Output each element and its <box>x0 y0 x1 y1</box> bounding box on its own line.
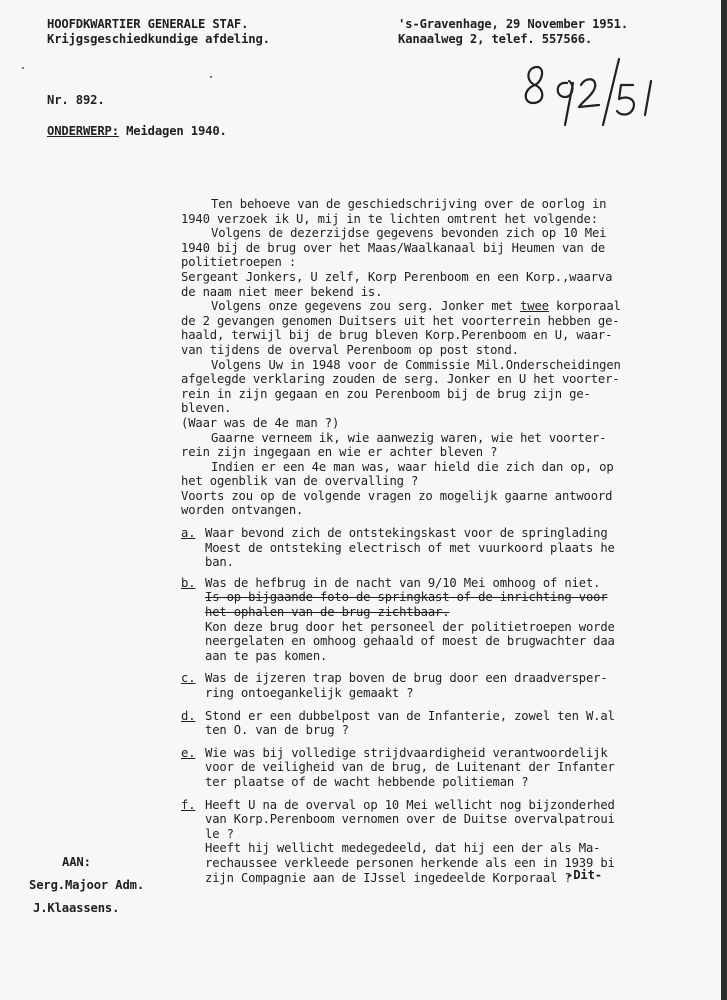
question-line: Was de ijzeren trap boven de brug door een draadversper- <box>205 671 608 686</box>
body-line: van tijdens de overval Perenboom op post stond. <box>181 342 519 357</box>
question-line: Stond er een dubbelpost van de Infanterie, zowel ten W.al <box>205 708 615 723</box>
body-line: afgelegde verklaring zouden de serg. Jonker en U het voorter- <box>181 372 620 387</box>
body-line: Volgens de dezerzijdse gegevens bevonden zich op 10 Mei <box>211 226 607 241</box>
letterhead-left <box>47 17 270 46</box>
body-line <box>181 299 701 314</box>
body-text: korporaal <box>548 299 621 314</box>
question-line: zijn Compagnie aan de IJssel ingedeelde Korporaal ? <box>205 870 572 885</box>
letterhead-organization: HOOFDKWARTIER GENERALE STAF. <box>47 17 249 31</box>
body-line: Ten behoeve van de geschiedschrijving over de oorlog in <box>211 197 607 211</box>
question-line: Waar bevond zich de ontstekingskast voor de springlading <box>205 526 608 541</box>
question-a <box>181 526 701 570</box>
question-marker: d. <box>181 708 196 723</box>
question-line: ten O. van de brug ? <box>205 723 349 738</box>
subject-label: ONDERWERP: <box>47 124 119 138</box>
question-b <box>181 576 701 664</box>
document-number: Nr. 892. <box>47 93 105 107</box>
body-line: de 2 gevangen genomen Duitsers uit het voorterrein hebben ge- <box>181 313 620 328</box>
question-line: voor de veiligheid van de brug, de Luitenant der Infanter <box>205 760 615 775</box>
body-line: worden ontvangen. <box>181 503 304 518</box>
body-line: Indien er een 4e man was, waar hield die zich dan op, op <box>211 459 614 474</box>
question-line: le ? <box>205 826 234 841</box>
question-line: ter plaatse of de wacht hebbende politieman ? <box>205 774 529 789</box>
question-line: ban. <box>205 555 234 570</box>
body-line: politietroepen : <box>181 255 296 270</box>
addressee-rank: Serg.Majoor Adm. <box>29 878 144 892</box>
letter-body <box>181 197 701 885</box>
question-f <box>181 798 701 886</box>
question-line: van Korp.Perenboom vernomen over de Duitse overvalpatroui <box>205 812 615 827</box>
handwritten-reference-number <box>515 55 665 130</box>
underlined-word: twee <box>520 299 549 314</box>
body-line: 1940 bij de brug over het Maas/Waalkanaal bij Heumen van de <box>181 240 606 255</box>
continuation-marker: -Dit- <box>566 868 602 882</box>
paper-speck <box>22 67 24 69</box>
body-line: het ogenblik van de overvalling ? <box>181 474 419 489</box>
question-line: neergelaten en omhoog gehaald of moest de brugwachter daa <box>205 634 615 649</box>
question-line: Heeft U na de overval op 10 Mei wellicht nog bijzonderhed <box>205 797 615 812</box>
body-line: bleven. <box>181 401 232 416</box>
question-marker: c. <box>181 671 196 686</box>
question-line: rechaussee verkleede personen herkende als een in 1939 bi <box>205 855 615 870</box>
subject-line <box>47 124 227 139</box>
question-c <box>181 671 701 700</box>
body-line: (Waar was de 4e man ?) <box>181 415 340 430</box>
question-e <box>181 746 701 790</box>
body-text: Volgens onze gegevens zou serg. Jonker met <box>211 299 521 314</box>
paper-speck <box>210 76 212 78</box>
body-line: rein in zijn gegaan en zou Perenboom bij de brug zijn ge- <box>181 386 591 401</box>
body-line: Volgens Uw in 1948 voor de Commissie Mil.Onderscheidingen <box>211 357 621 372</box>
addressee-name: J.Klaassens. <box>33 901 120 915</box>
body-line: Sergeant Jonkers, U zelf, Korp Perenboom en een Korp.,waarva <box>181 269 613 284</box>
place-date: 's-Gravenhage, 29 November 1951. <box>398 17 628 31</box>
question-line: ring ontoegankelijk gemaakt ? <box>205 686 414 700</box>
body-line: Voorts zou op de volgende vragen zo mogelijk gaarne antwoord <box>181 488 613 503</box>
question-marker: a. <box>181 526 196 541</box>
question-line: Kon deze brug door het personeel der politietroepen worde <box>205 619 615 634</box>
letterhead-department: Krijgsgeschiedkundige afdeling. <box>47 31 270 46</box>
address-phone: Kanaalweg 2, telef. 557566. <box>398 31 593 46</box>
question-line: Heeft hij wellicht medegedeeld, dat hij een der als Ma- <box>205 841 601 856</box>
letterhead-right <box>398 17 628 46</box>
question-line: Was de hefbrug in de nacht van 9/10 Mei omhoog of niet. <box>205 575 601 590</box>
question-marker: f. <box>181 797 196 812</box>
struck-line: Is op bijgaande foto de springkast of de inrichting voor <box>205 590 608 605</box>
struck-line: het ophalen van de brug zichtbaar. <box>205 605 450 620</box>
body-line: haald, terwijl bij de brug bleven Korp.Perenboom en U, waar- <box>181 328 613 343</box>
question-line: Moest de ontsteking electrisch of met vuurkoord plaats he <box>205 540 615 555</box>
body-line: de naam niet meer bekend is. <box>181 284 383 299</box>
body-line: Gaarne verneem ik, wie aanwezig waren, wie het voorter- <box>211 430 607 445</box>
question-marker: e. <box>181 745 196 760</box>
body-line: 1940 verzoek ik U, mij in te lichten omtrent het volgende: <box>181 211 598 226</box>
subject-text: Meidagen 1940. <box>118 124 227 138</box>
question-line: Wie was bij volledige strijdvaardigheid verantwoordelijk <box>205 745 608 760</box>
body-line: rein zijn ingegaan en wie er achter bleven ? <box>181 445 498 460</box>
question-marker: b. <box>181 575 196 590</box>
question-line: aan te pas komen. <box>205 648 328 663</box>
question-d <box>181 709 701 738</box>
addressee-label: AAN: <box>62 855 91 869</box>
